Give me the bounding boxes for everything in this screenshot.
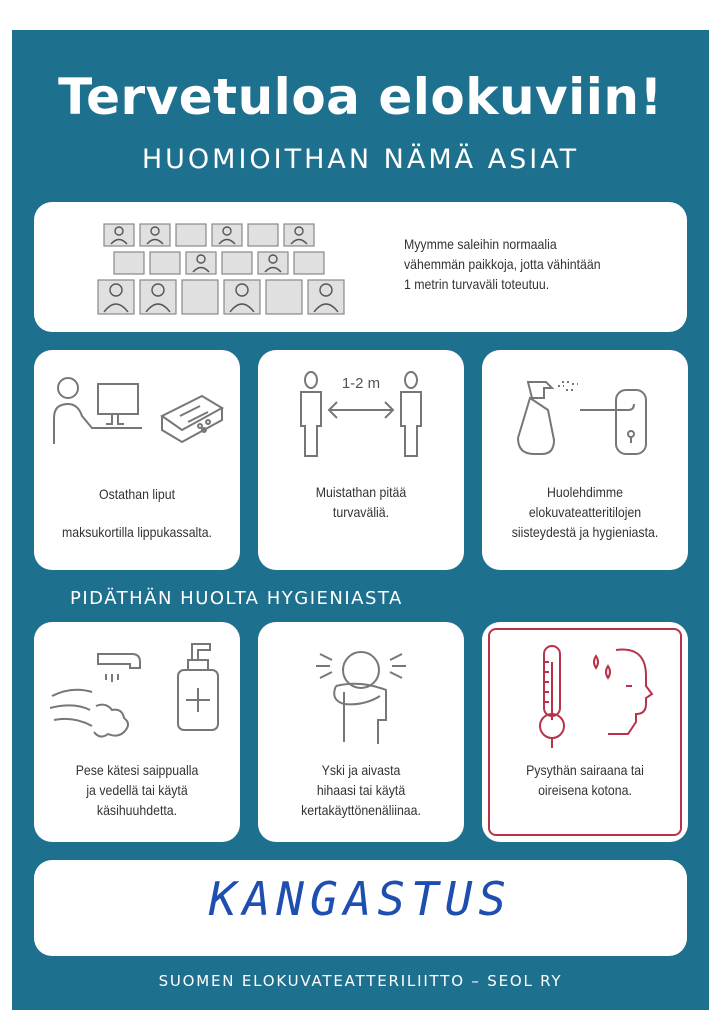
- distance-text: [277, 482, 444, 522]
- handwash-icon: [46, 646, 146, 746]
- distance-label: 1-2 m: [341, 375, 381, 392]
- distance-text-line: Muistathan pitää: [315, 484, 407, 500]
- tickets-text-line: maksukortilla lippukassalta.: [62, 524, 212, 540]
- distance-icon: [281, 368, 441, 468]
- theater-card: [34, 860, 687, 956]
- cleaning-text: [501, 482, 668, 542]
- footer: SUOMEN ELOKUVATEATTERILIITTO – SEOL RY: [158, 972, 563, 990]
- seats-card: [34, 202, 687, 332]
- seats-text-line: 1 metrin turvaväli toteutuu.: [404, 276, 550, 292]
- cough-text-line: Yski ja aivasta: [321, 762, 401, 778]
- handwash-text-line: käsihuuhdetta.: [96, 802, 178, 818]
- seats-text: [404, 234, 606, 294]
- cleaning-text-line: Huolehdimme: [546, 484, 624, 500]
- page-title: Tervetuloa elokuviin!: [58, 68, 663, 126]
- handwash-text-line: ja vedellä tai käytä: [86, 782, 188, 798]
- cleaning-card: [482, 350, 688, 570]
- sick-text: [501, 760, 668, 800]
- handwash-text: [53, 760, 220, 820]
- cough-text-line: kertakäyttönenäliinaa.: [301, 802, 421, 818]
- page-subtitle: HUOMIOITHAN NÄMÄ ASIAT: [141, 144, 580, 175]
- cleaning-text-line: elokuvateatteritilojen: [528, 504, 642, 520]
- cough-icon: [306, 636, 416, 746]
- distance-text-line: turvaväliä.: [332, 504, 390, 520]
- card-terminal-icon: [152, 386, 232, 456]
- handwash-card: [34, 622, 240, 842]
- spray-door-icon: [500, 368, 670, 468]
- tickets-card: [34, 350, 240, 570]
- seats-text-line: vähemmän paikkoja, jotta vähintään: [404, 256, 601, 272]
- tickets-text: [53, 484, 220, 542]
- seats-icon: [94, 218, 394, 328]
- tickets-text-line: Ostathan liput: [98, 486, 176, 502]
- thermometer-icon: [532, 642, 572, 752]
- sick-text-line: oireisena kotona.: [538, 782, 632, 798]
- sick-face-icon: [586, 646, 656, 746]
- sanitizer-icon: [168, 640, 228, 740]
- section-heading: PIDÄTHÄN HUOLTA HYGIENIASTA: [70, 588, 403, 609]
- cough-card: [258, 622, 464, 842]
- person-computer-icon: [48, 374, 148, 454]
- handwash-text-line: Pese kätesi saippualla: [75, 762, 199, 778]
- poster: [12, 30, 709, 1010]
- cough-text: [277, 760, 444, 820]
- cough-text-line: hihaasi tai käytä: [316, 782, 406, 798]
- cleaning-text-line: siisteydestä ja hygieniasta.: [511, 524, 659, 540]
- seats-text-line: Myymme saleihin normaalia: [404, 236, 557, 252]
- distance-card: [258, 350, 464, 570]
- sick-text-line: Pysythän sairaana tai: [526, 762, 644, 778]
- theater-name: KANGASTUS: [208, 872, 513, 926]
- sick-card: [482, 622, 688, 842]
